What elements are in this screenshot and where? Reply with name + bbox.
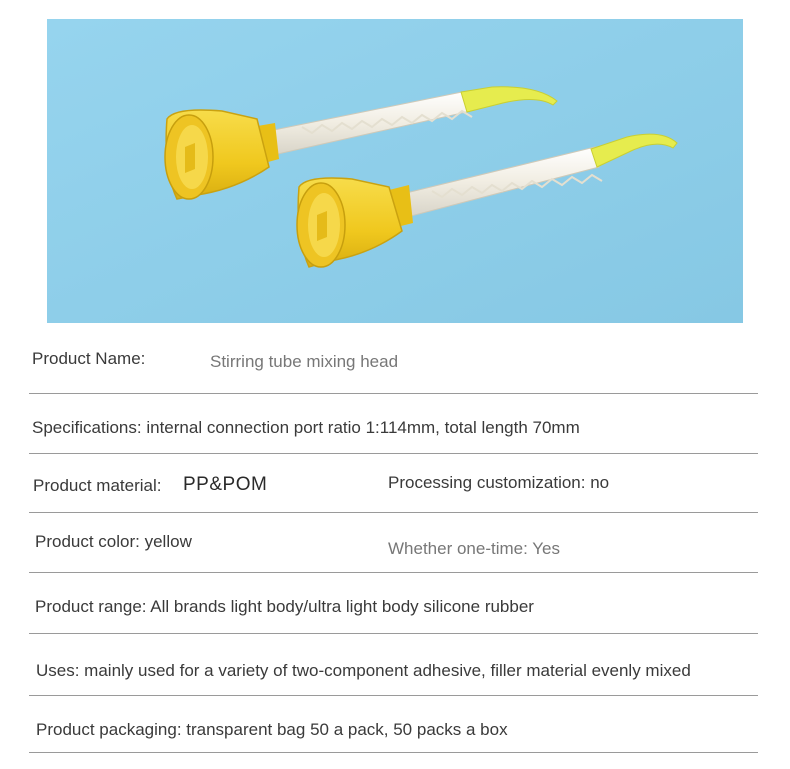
- one-time-use: Whether one-time: Yes: [388, 539, 560, 558]
- product-range-text: Product range: All brands light body/ultra light body silicone rubber: [35, 597, 534, 616]
- row-specifications: [29, 394, 758, 454]
- processing-customization: Processing customization: no: [388, 473, 610, 492]
- row-uses: [29, 634, 758, 696]
- product-photo: [47, 19, 743, 323]
- product-name-label: Product Name:: [32, 349, 146, 368]
- product-name-value: Stirring tube mixing head: [210, 352, 399, 371]
- spec-table: [29, 323, 758, 753]
- specifications-text: Specifications: internal connection port ratio 1:114mm, total length 70mm: [32, 418, 580, 437]
- material-value: PP&POM: [183, 474, 268, 495]
- uses-text: Uses: mainly used for a variety of two-component adhesive, filler material evenly mixed: [36, 661, 691, 680]
- row-range: [29, 573, 758, 634]
- row-color: [29, 513, 758, 573]
- row-product-name: [29, 323, 758, 394]
- packaging-text: Product packaging: transparent bag 50 a pack, 50 packs a box: [36, 720, 508, 739]
- product-color: Product color: yellow: [35, 532, 192, 551]
- row-material: [29, 454, 758, 513]
- material-label: Product material:: [33, 476, 162, 495]
- mixing-tip-pair-icon: [47, 19, 743, 323]
- row-packaging: [29, 696, 758, 753]
